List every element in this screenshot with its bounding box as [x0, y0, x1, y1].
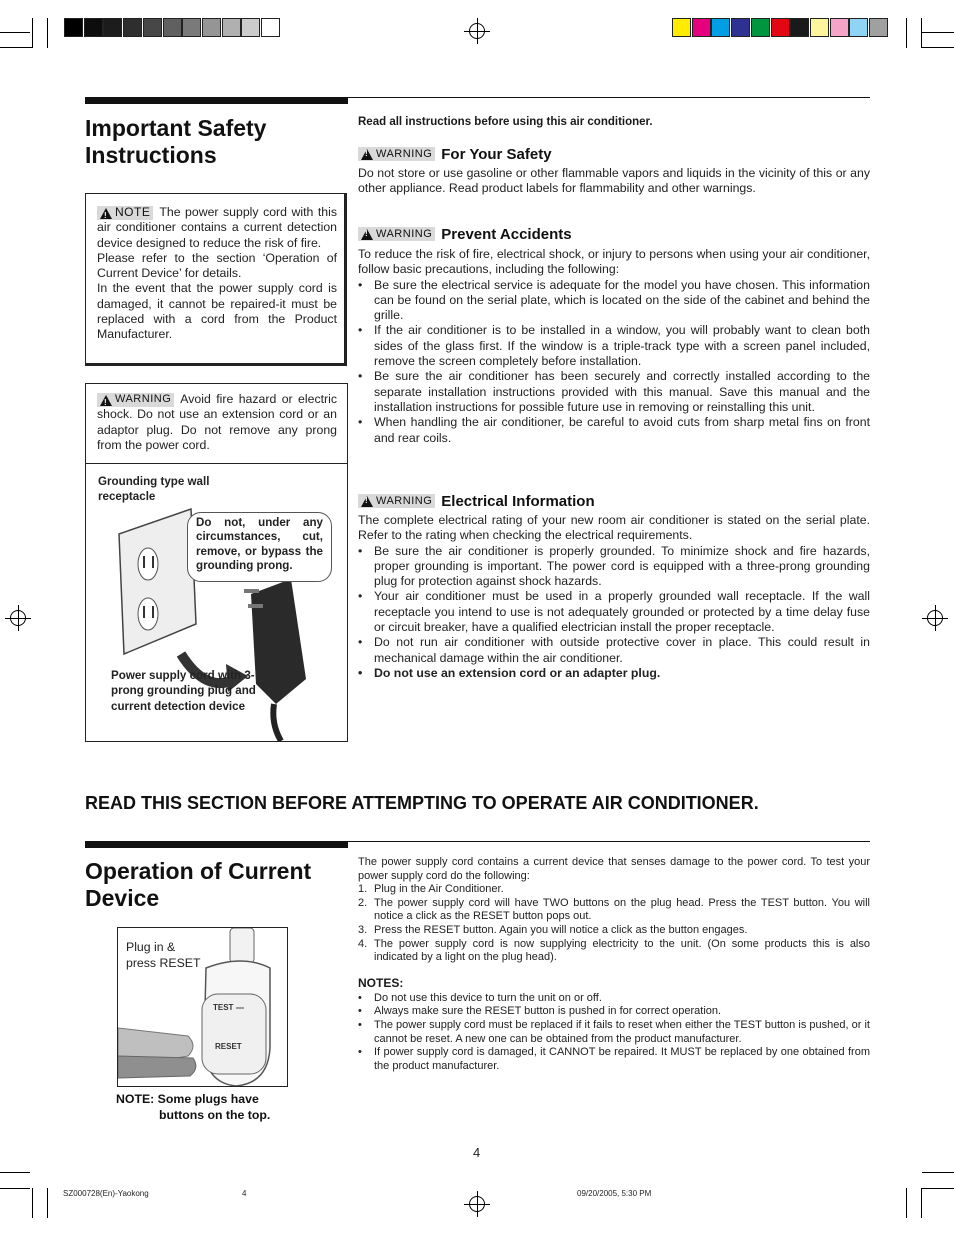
notes-heading: NOTES:: [358, 975, 404, 990]
timestamp: 09/20/2005, 5:30 PM: [577, 1189, 652, 1198]
read-all-notice: Read all instructions before using this air conditioner.: [358, 116, 653, 128]
receptacle-label: Grounding type wall receptacle: [98, 475, 210, 503]
note-item: • If power supply cord is damaged, it CANNOT be repaired. It MUST be replaced by one obtained from the product manufacturer.: [358, 1046, 870, 1073]
note-box: [85, 193, 347, 366]
warning-triangle-icon: [361, 149, 373, 160]
warning-triangle-icon: [100, 395, 112, 406]
list-item: • Do not run air conditioner with outside protective cover in place. This could result in mechanical damage within the air conditioner.: [358, 635, 870, 666]
color-swatch: [123, 18, 142, 37]
step-text: Press the RESET button. Again you will notice a click as the button engages.: [374, 923, 748, 936]
color-swatch: [692, 18, 711, 37]
section-title: [85, 858, 345, 912]
warning-badge: [358, 494, 435, 508]
title-line: Operation of Current: [85, 858, 312, 884]
warning-label: WARNING: [115, 393, 172, 406]
crop-mark: [0, 1188, 30, 1189]
page-number: 4: [473, 1145, 481, 1160]
crop-mark: [922, 47, 954, 48]
color-swatch: [672, 18, 691, 37]
color-swatch: [84, 18, 103, 37]
crop-mark: [921, 18, 922, 48]
section-text: To reduce the risk of fire, electrical shock, or injury to persons when using your air conditioner, follow basic precautions, including the following:: [358, 247, 870, 277]
doc-page: 4: [242, 1189, 247, 1198]
step-item: 1. Plug in the Air Conditioner.: [358, 883, 504, 896]
title-line: Important Safety: [85, 115, 267, 141]
warning-triangle-icon: [361, 229, 373, 240]
section-heading: Electrical Information: [441, 492, 595, 510]
prevent-list: [358, 278, 870, 446]
step-item: 3. Press the RESET button. Again you will notice a click as the button engages.: [358, 923, 748, 936]
step-item: 4. The power supply cord is now supplying electricity to the unit. (On some products this is also indicated by a light on the plug head).: [358, 937, 870, 964]
cord-label: Power supply cord with 3-prong grounding plug and current detection device: [111, 669, 256, 713]
warning-callout: Do not, under any circumstances, cut, remove, or bypass the grounding prong.: [187, 512, 332, 582]
warning-label: WARNING: [376, 148, 433, 160]
color-swatch: [103, 18, 122, 37]
color-swatch: [711, 18, 730, 37]
section-heading: Prevent Accidents: [441, 225, 572, 243]
test-button-label: TEST: [213, 1003, 234, 1012]
warning-badge: [358, 227, 435, 241]
prevent-accidents-section: [358, 225, 870, 446]
registration-mark-icon: [10, 610, 26, 626]
electrical-list: [358, 544, 870, 682]
color-swatch: [202, 18, 221, 37]
doc-id: SZ000728(En)-Yaokong: [63, 1189, 149, 1198]
color-swatch: [182, 18, 201, 37]
section-text: Do not store or use gasoline or other flammable vapors and liquids in the vicinity of this or any other appliance. Read product labels for flammability and other warnings.: [358, 166, 870, 196]
crop-mark: [32, 18, 33, 48]
section-rule-thin: [348, 97, 870, 98]
section-rule-thick: [85, 841, 348, 848]
list-item: • Be sure the air conditioner has been securely and correctly installed according to the separate installation instructions provided with this manual. Save this manual and the installation instructions for possible future use in removing or reinstalling this unit.: [358, 369, 870, 415]
note-item: • The power supply cord must be replaced if it fails to reset when either the TEST button is pushed, or it cannot be reset. A new one can be obtained from the product manufacturer.: [358, 1019, 870, 1046]
list-item: • Be sure the electrical service is adequate for the model you have chosen. This information can be found on the serial plate, which is located on the side of the cabinet and behind the grille.: [358, 278, 870, 324]
warning-badge: [358, 147, 435, 161]
electrical-section: [358, 492, 870, 681]
crop-mark: [922, 32, 954, 33]
warning-box: [85, 383, 348, 742]
figure-instruction: [126, 940, 200, 971]
page-title: [85, 115, 345, 169]
section-heading: For Your Safety: [441, 145, 552, 163]
figure-label: press RESET: [126, 955, 201, 970]
crop-mark: [906, 1188, 907, 1218]
color-swatch: [810, 18, 829, 37]
operation-intro: The power supply cord contains a current device that senses damage to the power cord. To test your power supply cord do the following:: [358, 856, 870, 882]
note-text: In the event that the power supply cord is damaged, it cannot be repaired-it must be replaced with a cord from the Product Manufacturer.: [97, 281, 337, 342]
note-label: NOTE: [115, 205, 151, 220]
operation-text: [358, 856, 870, 1073]
figure-note-line: buttons on the top.: [159, 1108, 271, 1122]
reset-button-label: RESET: [215, 1042, 242, 1051]
figure-label: Plug in &: [126, 940, 176, 954]
color-swatch: [64, 18, 83, 37]
registration-mark-icon: [469, 23, 485, 39]
color-swatch: [261, 18, 280, 37]
warning-text: Avoid fire hazard or electric shock. Do not use an extension cord or an adaptor plug. Do not remove any prong from the power cord.: [97, 392, 337, 452]
color-swatch: [143, 18, 162, 37]
crop-mark: [921, 1188, 922, 1218]
crop-mark: [47, 18, 48, 48]
figure-note: [116, 1091, 270, 1123]
registration-mark-icon: [469, 1196, 485, 1212]
color-swatch: [241, 18, 260, 37]
operation-steps: [358, 883, 870, 965]
title-line: Device: [85, 885, 160, 911]
crop-mark: [0, 1172, 30, 1173]
section-text: The complete electrical rating of your new room air conditioner is stated on the serial plate. Refer to the rating when checking the electrical requirements.: [358, 513, 870, 543]
step-text: The power supply cord is now supplying electricity to the unit. (On some products this is also indicated by a light on the plug head).: [374, 937, 870, 964]
for-safety-section: [358, 145, 870, 197]
figure-note-line: NOTE: Some plugs have: [116, 1092, 259, 1106]
step-item: 2. The power supply cord will have TWO buttons on the plug head. Press the TEST button. You will notice a click as the RESET button pops out.: [358, 896, 870, 923]
crop-mark: [922, 1188, 954, 1189]
note-item: • Always make sure the RESET button is pushed in for correct operation.: [358, 1005, 870, 1019]
color-swatch: [849, 18, 868, 37]
title-line: Instructions: [85, 142, 217, 168]
crop-mark: [922, 1172, 954, 1173]
warning-badge: [97, 393, 174, 407]
list-item: • If the air conditioner is to be installed in a window, you will probably want to clean both sides of the glass first. If the window is a triple-track type with a screen panel included, remove the screen completely before installation.: [358, 323, 870, 369]
color-swatch: [731, 18, 750, 37]
crop-mark: [0, 32, 30, 33]
note-text: Please refer to the section ‘Operation of Current Device’ for details.: [97, 250, 337, 281]
section-banner: READ THIS SECTION BEFORE ATTEMPTING TO OPERATE AIR CONDITIONER.: [85, 793, 759, 813]
list-item: • Do not use an extension cord or an adapter plug.: [358, 666, 870, 681]
warning-triangle-icon: [361, 496, 373, 507]
list-item: • Be sure the air conditioner is properly grounded. To minimize shock and fire hazards, proper grounding is important. The power cord is equipped with a three-prong grounding plug for protection against shock hazards.: [358, 544, 870, 590]
step-text: Plug in the Air Conditioner.: [374, 883, 504, 896]
warning-triangle-icon: [100, 208, 112, 219]
list-item: • When handling the air conditioner, be careful to avoid cuts from sharp metal fins on front and rear coils.: [358, 415, 870, 446]
warning-label: WARNING: [376, 495, 433, 507]
note-badge: [97, 206, 153, 220]
section-rule-thin: [348, 841, 870, 842]
color-swatch: [771, 18, 790, 37]
step-text: The power supply cord will have TWO buttons on the plug head. Press the TEST button. You will notice a click as the RESET button pops out.: [374, 896, 870, 923]
registration-mark-icon: [927, 610, 943, 626]
color-swatch: [790, 18, 809, 37]
reset-plug-figure: [117, 927, 288, 1087]
color-swatch: [869, 18, 888, 37]
color-swatch: [163, 18, 182, 37]
crop-mark: [32, 1188, 33, 1218]
color-swatch: [222, 18, 241, 37]
crop-mark: [0, 47, 32, 48]
crop-mark: [47, 1188, 48, 1218]
notes-list: [358, 992, 870, 1074]
section-rule-thick: [85, 97, 348, 104]
crop-mark: [906, 18, 907, 48]
note-item: • Do not use this device to turn the unit on or off.: [358, 992, 870, 1006]
note-text: The power supply cord with this air conditioner contains a current detection device designed to reduce the risk of fire.: [97, 205, 337, 250]
color-swatch: [830, 18, 849, 37]
color-swatch: [751, 18, 770, 37]
list-item: • Your air conditioner must be used in a properly grounded wall receptacle. If the wall receptacle you intend to use is not adequately grounded or protected by a time delay fuse or circuit breaker, have a qualified electrician install the proper receptacle.: [358, 589, 870, 635]
warning-label: WARNING: [376, 228, 433, 240]
